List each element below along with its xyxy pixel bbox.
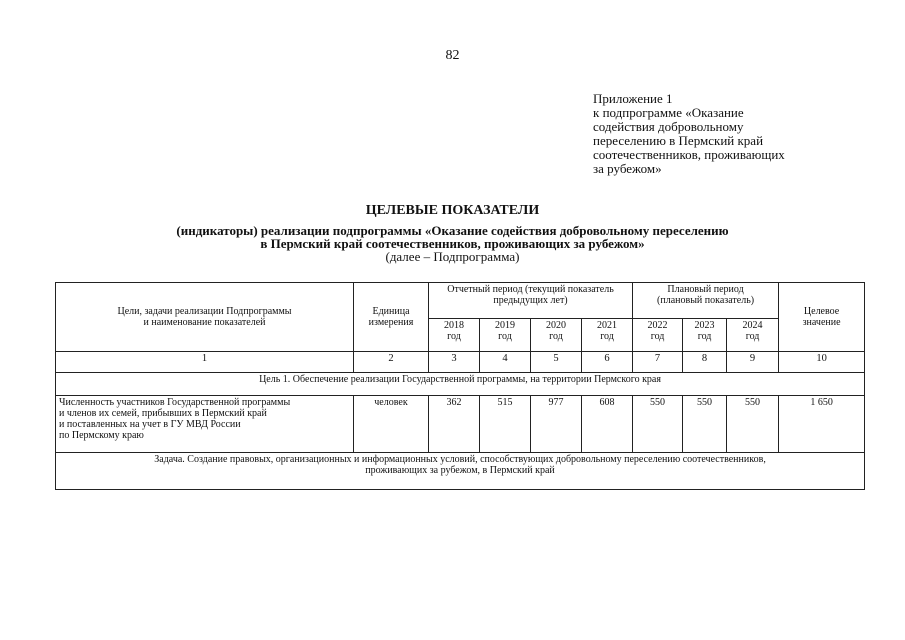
indicator-value: 977 — [531, 396, 582, 453]
document-subtitle — [0, 224, 905, 263]
page-number: 82 — [445, 48, 460, 63]
appendix-line: за рубежом» — [593, 161, 662, 176]
task-line: Задача. Создание правовых, организационных и информационных условий, способствующих добровольному переселению соотечественников, — [154, 454, 766, 465]
year-value: 2022 — [647, 320, 668, 331]
header-planned-line: (плановый показатель) — [657, 295, 755, 306]
column-number: 3 — [429, 352, 480, 373]
year-value: 2020 — [546, 320, 566, 331]
task-line: проживающих за рубежом, в Пермский край — [365, 465, 555, 476]
header-reporting-line: Отчетный период (текущий показатель — [447, 284, 614, 295]
appendix-line: к подпрограмме «Оказание — [593, 105, 744, 120]
year-value: 2019 — [495, 320, 515, 331]
column-number: 1 — [56, 352, 354, 373]
year-suffix: год — [697, 331, 712, 342]
indicator-name-line: и членов их семей, прибывших в Пермский край — [59, 408, 267, 419]
column-number: 4 — [480, 352, 531, 373]
year-suffix: год — [745, 331, 760, 342]
column-number: 6 — [582, 352, 633, 373]
indicator-unit: человек — [354, 396, 429, 453]
header-reporting-line: предыдущих лет) — [493, 295, 568, 306]
appendix-line: переселению в Пермский край — [593, 133, 764, 148]
appendix-line: соотечественников, проживающих — [593, 147, 785, 162]
appendix-line: Приложение 1 — [593, 91, 673, 106]
header-year — [480, 319, 531, 352]
header-unit-line: измерения — [368, 317, 414, 328]
task-text — [56, 453, 865, 490]
subtitle-line: (далее – Подпрограмма) — [385, 249, 520, 264]
column-number: 8 — [683, 352, 727, 373]
subtitle-line: (индикаторы) реализации подпрограммы «Оказание содействия добровольному переселению — [176, 223, 729, 238]
indicator-name-line: Численность участников Государственной программы — [59, 397, 291, 408]
indicator-value: 362 — [429, 396, 480, 453]
header-goals-line: и наименование показателей — [143, 317, 266, 328]
indicator-target: 1 650 — [779, 396, 865, 453]
header-unit — [354, 283, 429, 352]
year-value: 2021 — [597, 320, 618, 331]
subtitle-line: в Пермский край соотечественников, проживающих за рубежом» — [260, 236, 645, 251]
indicator-name-line: и поставленных на учет в ГУ МВД России — [59, 419, 241, 430]
task-row — [56, 453, 865, 490]
document-title: ЦЕЛЕВЫЕ ПОКАЗАТЕЛИ — [365, 203, 540, 218]
header-year — [727, 319, 779, 352]
header-row — [56, 283, 865, 319]
header-year — [683, 319, 727, 352]
year-value: 2018 — [444, 320, 464, 331]
header-year — [531, 319, 582, 352]
header-target-line: значение — [802, 317, 841, 328]
column-number: 2 — [354, 352, 429, 373]
header-reporting-period — [429, 283, 633, 319]
column-number: 5 — [531, 352, 582, 373]
indicator-value: 608 — [582, 396, 633, 453]
indicator-name — [56, 396, 354, 453]
year-value: 2024 — [742, 320, 763, 331]
header-target — [779, 283, 865, 352]
year-suffix: год — [447, 331, 461, 342]
column-number: 7 — [633, 352, 683, 373]
year-suffix: год — [650, 331, 665, 342]
header-goals — [56, 283, 354, 352]
year-value: 2023 — [694, 320, 715, 331]
header-unit-line: Единица — [372, 306, 410, 317]
indicators-table — [55, 282, 865, 490]
header-planned-period — [633, 283, 779, 319]
appendix-line: содействия добровольному — [593, 119, 744, 134]
header-year — [429, 319, 480, 352]
indicator-value: 550 — [727, 396, 779, 453]
indicator-name-line: по Пермскому краю — [59, 430, 144, 441]
indicator-value: 550 — [633, 396, 683, 453]
indicator-value: 550 — [683, 396, 727, 453]
year-suffix: год — [498, 331, 512, 342]
header-target-line: Целевое — [803, 306, 840, 317]
column-number: 9 — [727, 352, 779, 373]
goal-text: Цель 1. Обеспечение реализации Государственной программы, на территории Пермского края — [56, 373, 865, 396]
indicator-value: 515 — [480, 396, 531, 453]
column-number: 10 — [779, 352, 865, 373]
appendix-note — [593, 92, 785, 176]
header-year — [633, 319, 683, 352]
header-planned-line: Плановый период — [667, 284, 744, 295]
year-suffix: год — [600, 331, 614, 342]
column-numbers-row — [56, 352, 865, 373]
header-year — [582, 319, 633, 352]
indicator-row — [56, 396, 865, 453]
goal-row — [56, 373, 865, 396]
year-suffix: год — [549, 331, 563, 342]
header-goals-line: Цели, задачи реализации Подпрограммы — [117, 306, 292, 317]
